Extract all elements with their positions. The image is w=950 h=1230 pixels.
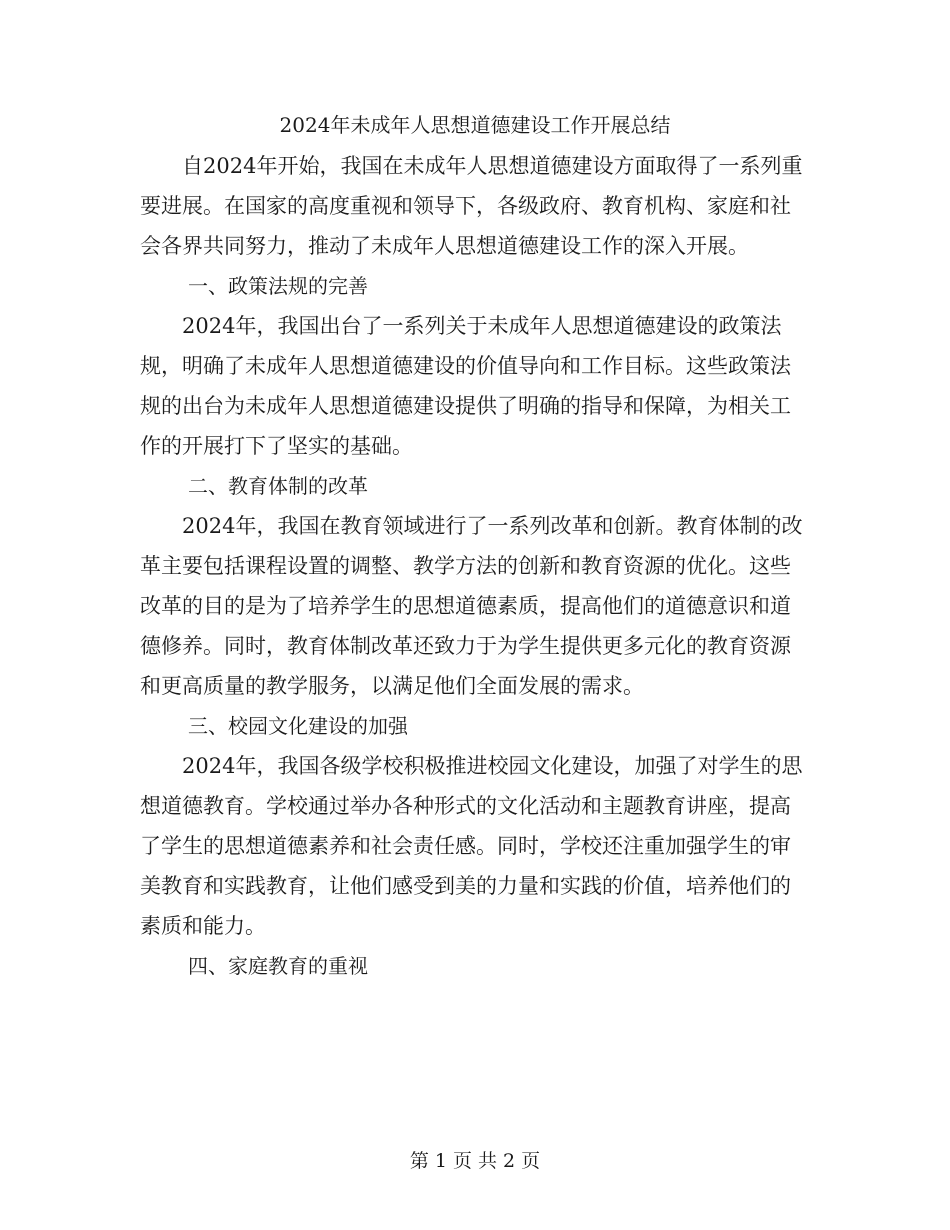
page-number-footer: 第 1 页 共 2 页 [409, 1150, 541, 1172]
section-body-campus-culture: 2024年，我国各级学校积极推进校园文化建设，加强了对学生的思想道德教育。学校通过举办各种形式的文化活动和主题教育讲座，提高了学生的思想道德素养和社会责任感。同时，学校还注重加强学生的审美教育和实践教育，让他们感受到美的力量和实践的价值，培养他们的素质和能力。 [140, 754, 803, 938]
section-heading-policy: 一、政策法规的完善 [188, 274, 368, 298]
section-heading-education-reform: 二、教育体制的改革 [188, 474, 368, 498]
section-body-education-reform: 2024年，我国在教育领域进行了一系列改革和创新。教育体制的改革主要包括课程设置的调整、教学方法的创新和教育资源的优化。这些改革的目的是为了培养学生的思想道德素质，提高他们的道德意识和道德修养。同时，教育体制改革还致力于为学生提供更多元化的教育资源和更高质量的教学服务，以满足他们全面发展的需求。 [140, 514, 803, 698]
document-title: 2024年未成年人思想道德建设工作开展总结 [279, 113, 671, 137]
section-heading-campus-culture: 三、校园文化建设的加强 [188, 714, 408, 738]
section-body-policy: 2024年，我国出台了一系列关于未成年人思想道德建设的政策法规，明确了未成年人思想道德建设的价值导向和工作目标。这些政策法规的出台为未成年人思想道德建设提供了明确的指导和保障，为相关工作的开展打下了坚实的基础。 [140, 314, 791, 458]
document-body [140, 146, 808, 986]
section-heading-family-education: 四、家庭教育的重视 [188, 954, 368, 978]
intro-paragraph: 自2024年开始，我国在未成年人思想道德建设方面取得了一系列重要进展。在国家的高度重视和领导下，各级政府、教育机构、家庭和社会各界共同努力，推动了未成年人思想道德建设工作的深入开展。 [140, 154, 803, 258]
